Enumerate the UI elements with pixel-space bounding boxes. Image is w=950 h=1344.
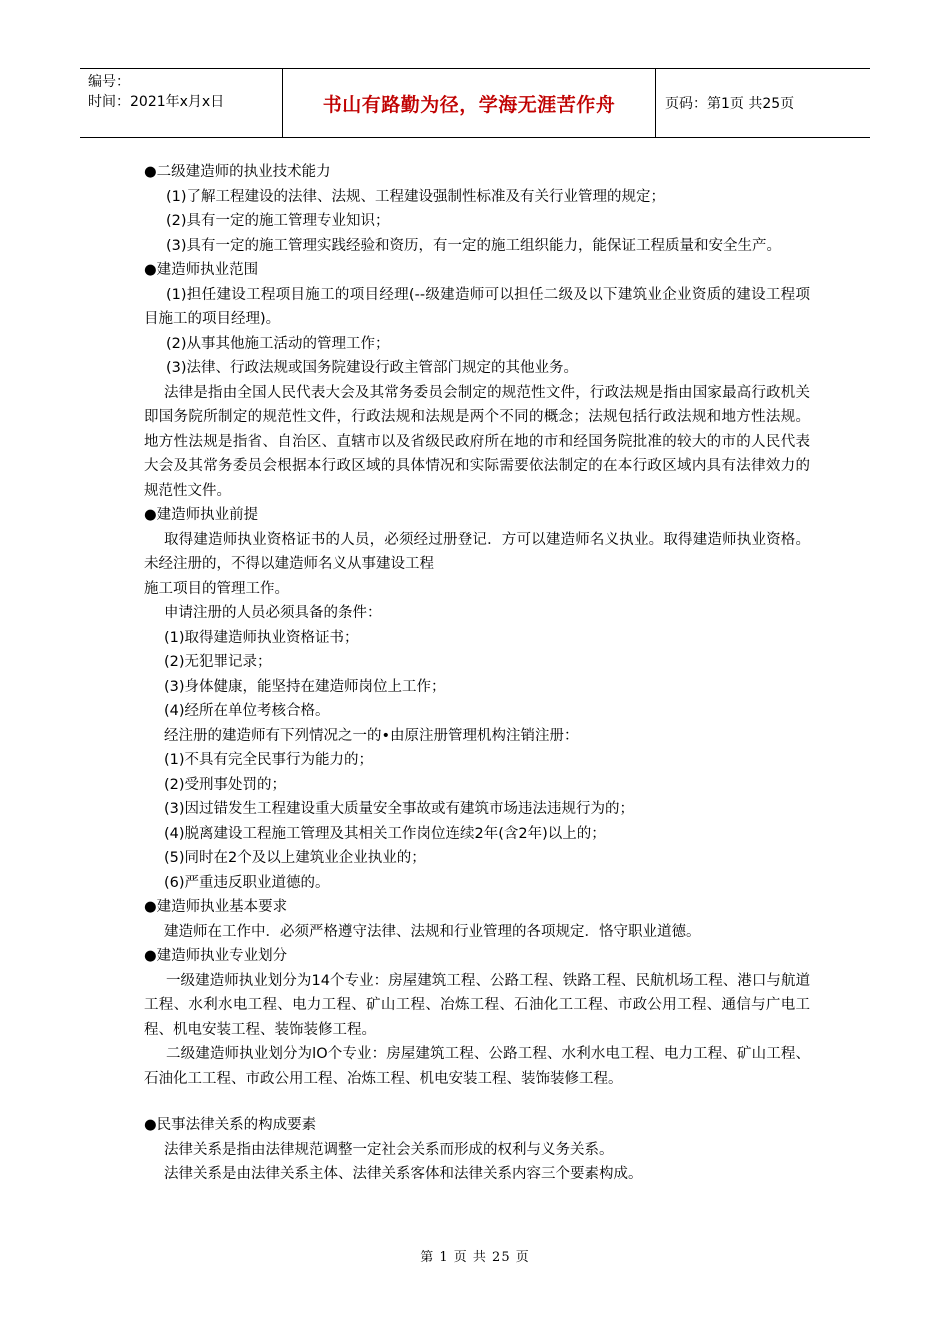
spacer (144, 1091, 810, 1113)
paragraph: (1)取得建造师执业资格证书； (164, 629, 359, 646)
paragraph: (4)经所在单位考核合格。 (164, 703, 330, 719)
paragraph: (2)无犯罪记录； (164, 654, 272, 670)
paragraph: 取得建造师执业资格证书的人员，必须经过册登记．方可以建造师名义执业。取得建造师执业资格。未经注册的，不得以建造师名义从事建设工程 (144, 531, 810, 572)
paragraph: (3)身体健康，能坚持在建造师岗位上工作； (164, 678, 446, 695)
paragraph: (5)同时在2个及以上建筑业企业执业的； (164, 850, 426, 866)
paragraph: 二级建造师执业划分为lO个专业：房屋建筑工程、公路工程、水利水电工程、电力工程、矿山工程、石油化工工程、市政公用工程、冶炼工程、机电安装工程、装饰装修工程。 (144, 1046, 810, 1087)
document-number-label: 编号： (88, 74, 130, 90)
section-heading: 施工项目的管理工作。 (144, 580, 289, 597)
paragraph: (6)严重违反职业道德的。 (164, 874, 330, 891)
paragraph: (1)担任建设工程项目施工的项目经理(--级建造师可以担任二级及以下建筑业企业资质的建设工程项目施工的项目经理)。 (144, 286, 810, 327)
section-heading: ●二级建造师的执业技术能力 (144, 164, 331, 180)
paragraph: 申请注册的人员必须具备的条件： (164, 605, 382, 621)
document-body (144, 160, 810, 1187)
paragraph: (4)脱离建设工程施工管理及其相关工作岗位连续2年(含2年)以上的； (164, 825, 606, 842)
paragraph: 建造师在工作中．必须严格遵守法律、法规和行业管理的各项规定．恪守职业道德。 (164, 923, 701, 940)
paragraph: 法律关系是指由法律规范调整一定社会关系而形成的权利与义务关系。 (164, 1141, 614, 1158)
section-heading: ●建造师执业基本要求 (144, 899, 288, 915)
paragraph: (2)受刑事处罚的； (164, 776, 287, 793)
document-date: 时间：2021年x月x日 (88, 94, 225, 110)
header-motto: 书山有路勤为径，学海无涯苦作舟 (283, 69, 656, 137)
section-heading: ●建造师执业专业划分 (144, 948, 288, 964)
paragraph: (2)具有一定的施工管理专业知识； (166, 213, 390, 229)
section-heading: ●建造师执业前提 (144, 507, 259, 523)
paragraph: 法律关系是由法律关系主体、法律关系客体和法律关系内容三个要素构成。 (164, 1166, 643, 1182)
paragraph: (1)不具有完全民事行为能力的； (164, 752, 374, 768)
paragraph: (3)具有一定的施工管理实践经验和资历，有一定的施工组织能力，能保证工程质量和安全生产。 (166, 237, 782, 254)
paragraph: 经注册的建造师有下列情况之一的•由原注册管理机构注销注册： (164, 727, 579, 744)
page-footer: 第 1 页 共 25 页 (420, 1250, 530, 1265)
section-heading: ●建造师执业范围 (144, 262, 259, 278)
header-meta (80, 69, 283, 137)
header-page-info: 页码：第1页 共25页 (665, 96, 795, 112)
paragraph: (1)了解工程建设的法律、法规、工程建设强制性标准及有关行业管理的规定； (166, 188, 666, 205)
paragraph: (3)法律、行政法规或国务院建设行政主管部门规定的其他业务。 (166, 360, 579, 376)
paragraph: (2)从事其他施工活动的管理工作； (166, 335, 390, 352)
paragraph: 一级建造师执业划分为14个专业：房屋建筑工程、公路工程、铁路工程、民航机场工程、港口与航道工程、水利水电工程、电力工程、矿山工程、冶炼工程、石油化工工程、市政公用工程、通信与广电工程、机电安装工程、装饰装修工程。 (144, 972, 810, 1038)
paragraph: 法律是指由全国人民代表大会及其常务委员会制定的规范性文件，行政法规是指由国家最高行政机关即国务院所制定的规范性文件，行政法规和法规是两个不同的概念；法规包括行政法规和地方性法规。地方性法规是指省、自治区、直辖市以及省级民政府所在地的市和经国务院批准的较大的市的人民代表大会及其常务委员会根据本行政区域的具体情况和实际需要依法制定的在本行政区域内具有法律效力的规范性文件。 (144, 384, 810, 499)
paragraph: (3)因过错发生工程建设重大质量安全事故或有建筑市场违法违规行为的； (164, 801, 635, 817)
section-heading: ●民事法律关系的构成要素 (144, 1117, 317, 1133)
page-header (80, 68, 870, 138)
